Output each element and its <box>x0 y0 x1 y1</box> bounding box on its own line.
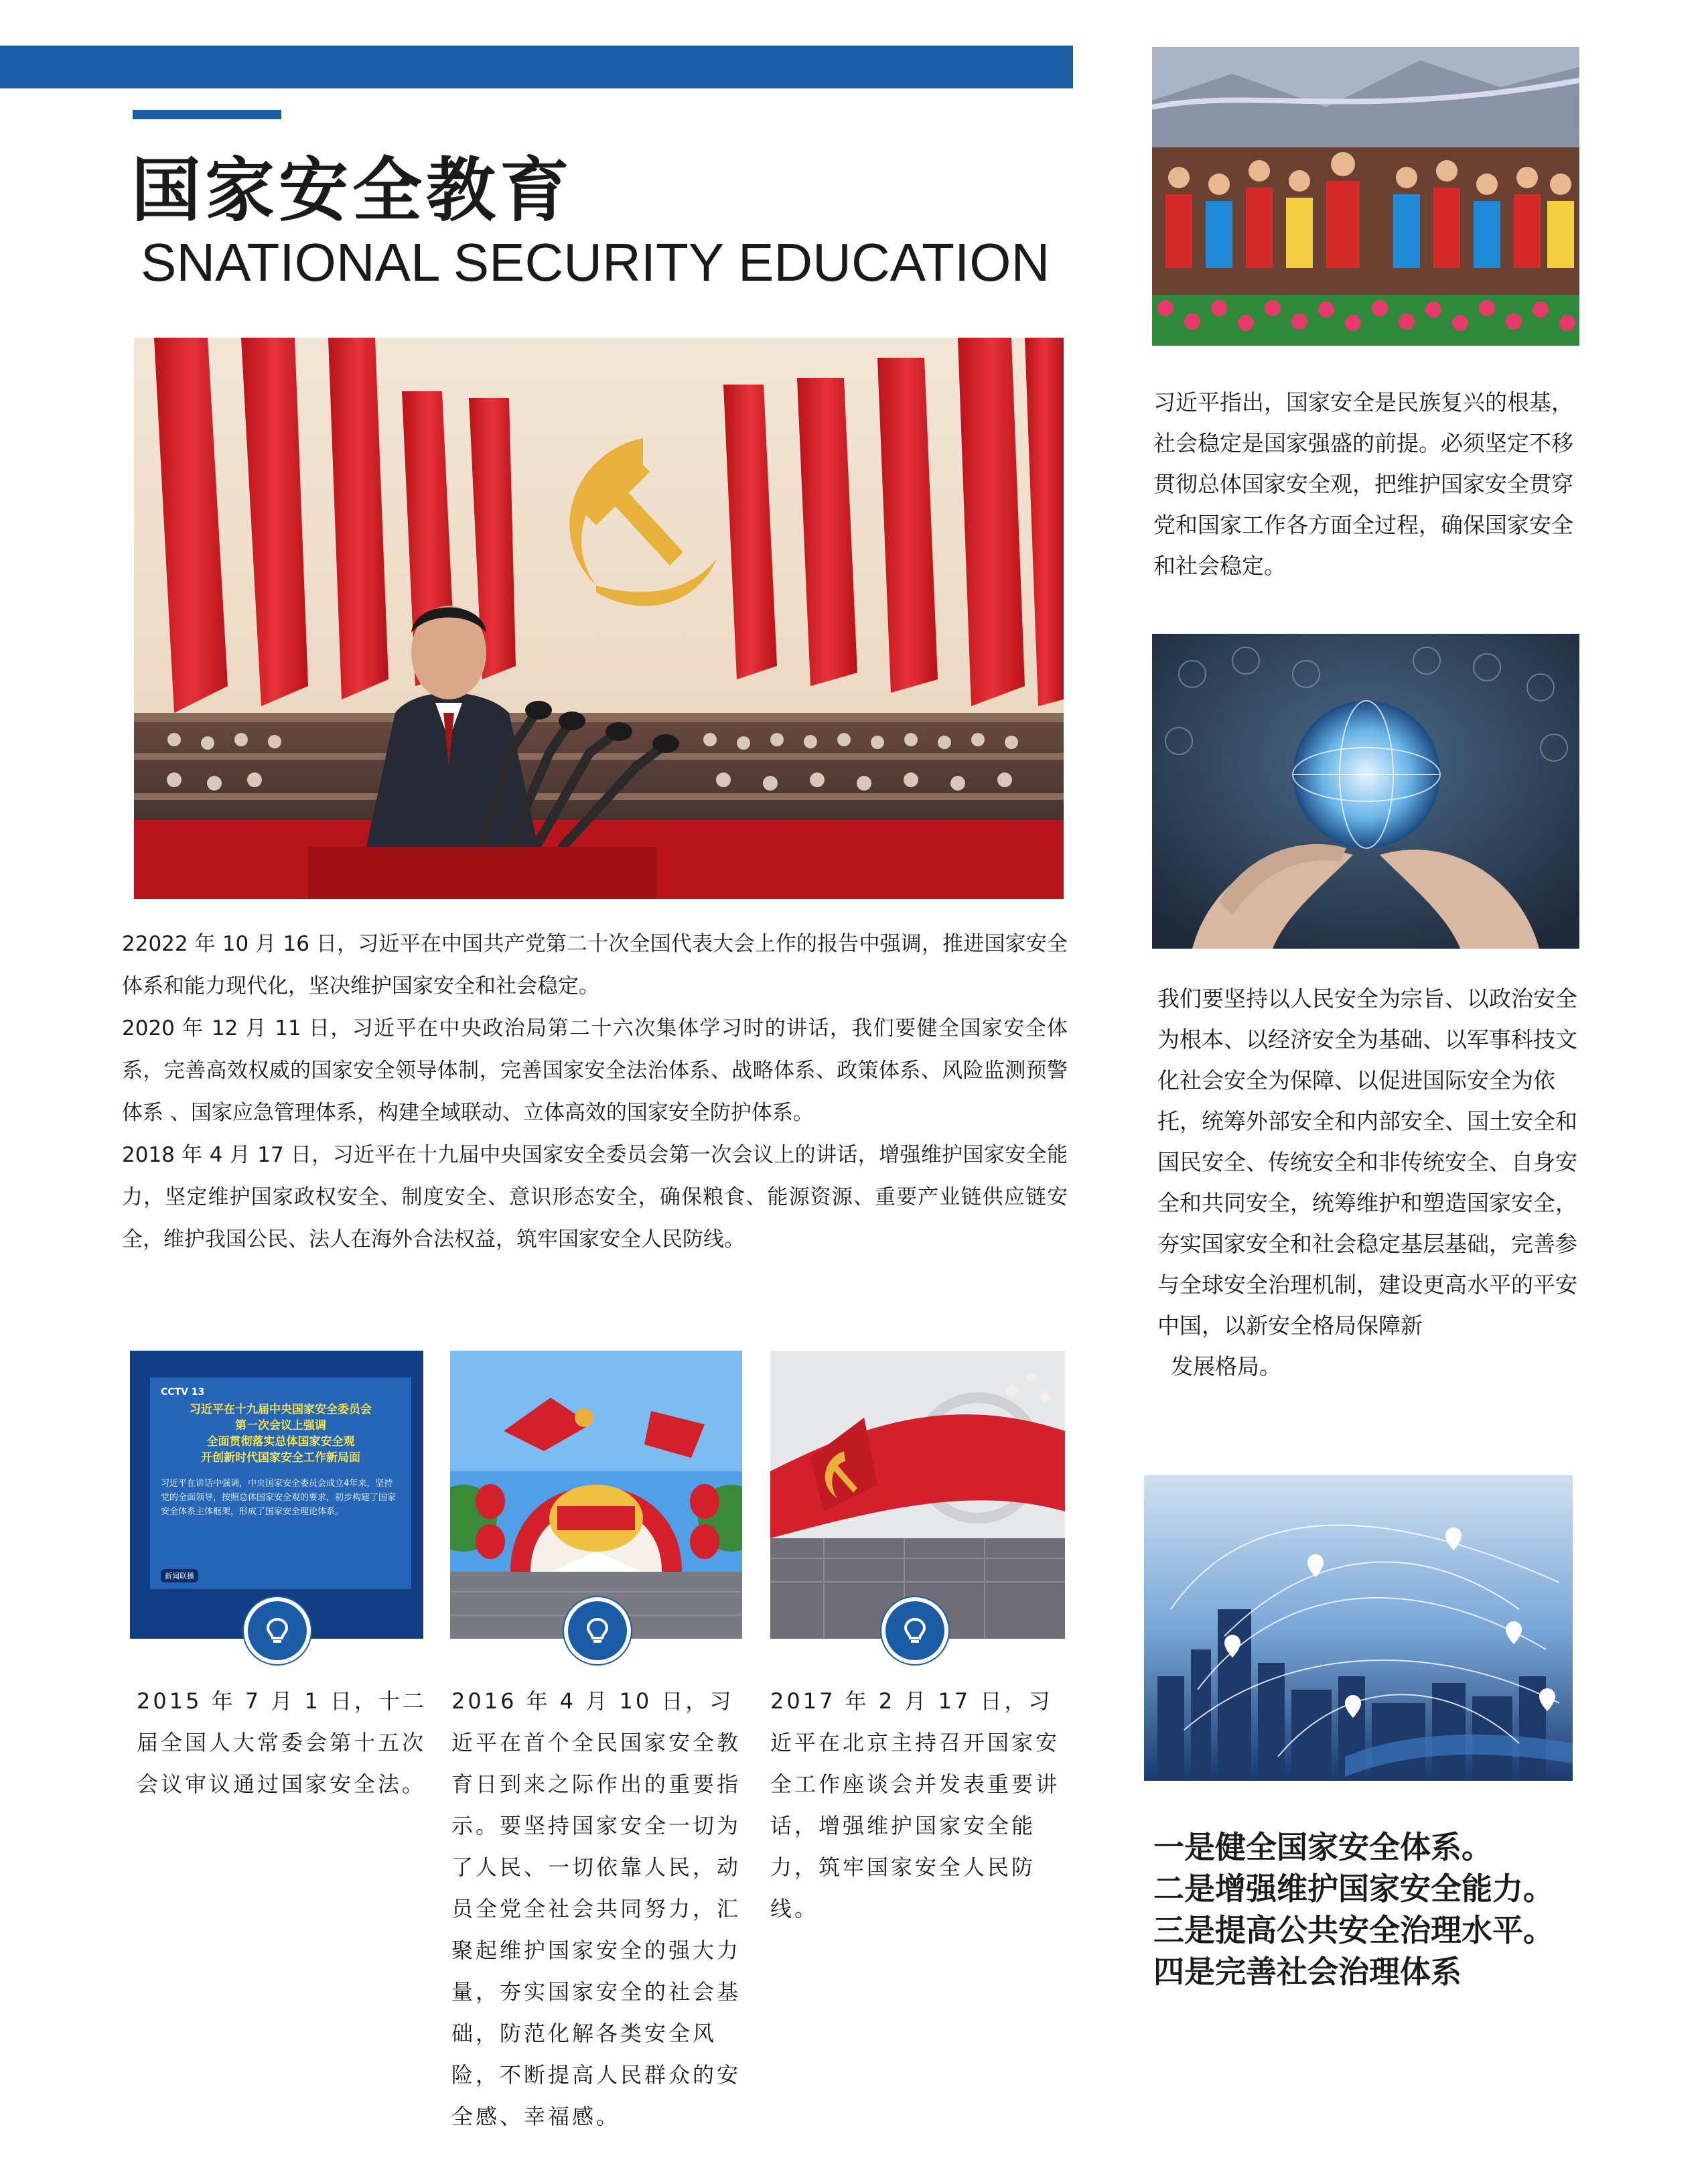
summary-item: 一是健全国家安全体系。 <box>1153 1829 1492 1865</box>
summary-list <box>1153 1826 1582 1992</box>
smart-city-network-photo <box>1144 1475 1573 1781</box>
cctv-program-badge: 新闻联播 <box>161 1569 198 1582</box>
side-quote-1: 习近平指出，国家安全是民族复兴的根基，社会稳定是国家强盛的前提。必须坚定不移贯彻总体国家安全观，把维护国家安全贯穿党和国家工作各方面全过程，确保国家安全和社会稳定。 <box>1153 389 1573 579</box>
timeline-column-2015: 2015 年 7 月 1 日，十二届全国人大常委会第十五次会议审议通过国家安全法。 <box>137 1688 427 1797</box>
cctv-body: 习近平在讲话中强调，中央国家安全委员会成立4年来，坚持党的全面领导，按照总体国家安全观的要求，初步构建了国家安全体系主体框架，形成了国家安全理论体系。 <box>161 1479 397 1517</box>
lightbulb-icon <box>881 1597 948 1664</box>
cctv-headline-line: 习近平在十九届中央国家安全委员会 <box>190 1403 372 1416</box>
side-quote-2 <box>1157 978 1579 1387</box>
cctv-headline-line: 全面贯彻落实总体国家安全观 <box>206 1435 355 1448</box>
summary-item: 四是完善社会治理体系 <box>1153 1954 1462 1990</box>
cctv-headline-line: 开创新时代国家安全工作新局面 <box>201 1451 360 1465</box>
twentieth-congress-installation-photo <box>450 1351 742 1639</box>
header-bar <box>0 46 1073 88</box>
summary-item: 二是增强维护国家安全能力。 <box>1153 1871 1554 1907</box>
timeline-column-2016: 2016 年 4 月 10 日，习近平在首个全民国家安全教育日到来之际作出的重要指示。要坚持国家安全一切为了人民、一切依靠人民，动员全党全社会共同努力，汇聚起维护国家安全的强大力量，夯实国家安全的社会基础，防范化解各类安全风险，不断提高人民群众的安全感、幸福感。 <box>451 1688 741 2129</box>
ethnic-groups-photo <box>1152 47 1579 346</box>
cctv-news-card <box>130 1351 423 1639</box>
page-title: 国家安全教育 <box>131 149 574 231</box>
lightbulb-icon <box>564 1597 631 1664</box>
party-emblem-sculpture-photo <box>770 1351 1065 1639</box>
article-paragraph: 2020 年 12 月 11 日，习近平在中央政治局第二十六次集体学习时的讲话，我们要健全国家安全体系，完善高效权威的国家安全领导体制，完善国家安全法治体系、战略体系、政策体系、风险监测预警体系 、国家应急管理体系，构建全域联动、立体高效的国家安全防护体系。 <box>122 1016 1068 1125</box>
timeline-column-2017: 2017 年 2 月 17 日，习近平在北京主持召开国家安全工作座谈会并发表重要讲话，增强维护国家安全能力，筑牢国家安全人民防线。 <box>770 1688 1060 1921</box>
congress-photo <box>134 338 1064 899</box>
title-accent-line <box>133 110 281 119</box>
main-article <box>122 923 1068 1261</box>
article-paragraph: 22022 年 10 月 16 日，习近平在中国共产党第二十次全国代表大会上作的报告中强调，推进国家安全体系和能力现代化，坚决维护国家安全和社会稳定。 <box>122 932 1068 998</box>
side-quote-2-body: 我们要坚持以人民安全为宗旨、以政治安全为根本、以经济安全为基础、以军事科技文化社会安全为保障、以促进国际安全为依托，统筹外部安全和内部安全、国土安全和国民安全、传统安全和非传统安全、自身安全和共同安全，统筹维护和塑造国家安全，夯实国家安全和社会稳定基层基础，完善参与全球安全治理机制，建设更高水平的平安中国，以新安全格局保障新 <box>1157 986 1577 1339</box>
page-title-english: SNATIONAL SECURITY EDUCATION <box>141 232 1050 292</box>
cctv-logo: CCTV 13 <box>161 1387 205 1398</box>
cctv-headline-line: 第一次会议上强调 <box>235 1419 326 1432</box>
summary-item: 三是提高公共安全治理水平。 <box>1153 1912 1554 1948</box>
side-quote-2-tail: 发展格局。 <box>1171 1353 1281 1379</box>
lightbulb-icon <box>244 1597 311 1664</box>
cctv-headline <box>161 1402 401 1466</box>
cctv-screen <box>150 1377 411 1589</box>
globe-in-hands-photo <box>1152 634 1579 949</box>
article-paragraph: 2018 年 4 月 17 日，习近平在十九届中央国家安全委员会第一次会议上的讲话，增强维护国家安全能力，坚定维护国家政权安全、制度安全、意识形态安全，确保粮食、能源资源、重要产业链供应链安全，维护我国公民、法人在海外合法权益，筑牢国家安全人民防线。 <box>122 1143 1068 1252</box>
